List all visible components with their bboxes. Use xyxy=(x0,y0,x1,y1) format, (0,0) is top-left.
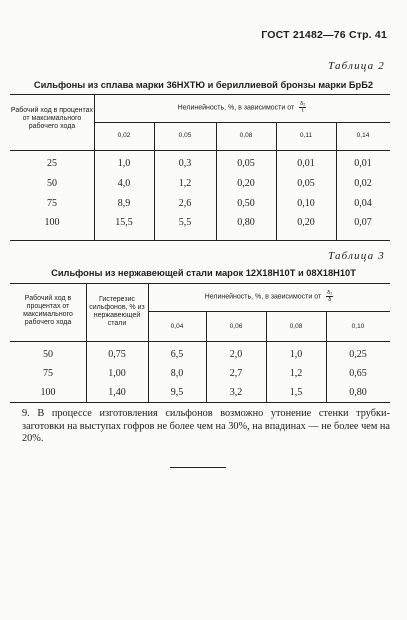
table2-number: Таблица 2 xyxy=(328,60,385,72)
table3-row xyxy=(10,349,390,363)
table-cell: 1,40 xyxy=(108,387,126,398)
table-cell: 1,2 xyxy=(289,368,303,379)
table2-subcol: 0,02 xyxy=(117,132,131,139)
table3-subcol: 0,10 xyxy=(351,323,365,330)
table-cell: 0,05 xyxy=(237,158,255,169)
table2-caption: Сильфоны из сплава марки 36НХТЮ и бериллиевой бронзы марки БрБ2 xyxy=(33,80,374,90)
table2-subcol: 0,08 xyxy=(239,132,253,139)
table-cell: 0,04 xyxy=(354,198,372,209)
table-cell: 1,2 xyxy=(178,178,192,189)
table-cell: 0,80 xyxy=(349,387,367,398)
table3-row xyxy=(10,368,390,382)
table3-row xyxy=(10,387,390,401)
table2-row xyxy=(10,198,390,212)
table-cell: 100 xyxy=(44,217,60,228)
table-cell: 1,0 xyxy=(117,158,131,169)
table3-subcol: 0,08 xyxy=(289,323,303,330)
table-cell: 1,5 xyxy=(289,387,303,398)
table-cell: 0,01 xyxy=(297,158,315,169)
table-cell: 0,75 xyxy=(108,349,126,360)
table-cell: 75 xyxy=(47,198,57,209)
table-cell: 8,0 xyxy=(170,368,184,379)
table-cell: 1,00 xyxy=(108,368,126,379)
table2-subcol: 0,11 xyxy=(299,132,313,139)
table-cell: 2,6 xyxy=(178,198,192,209)
table-cell: 0,50 xyxy=(237,198,255,209)
table-cell: 0,02 xyxy=(354,178,372,189)
table3-subcol: 0,04 xyxy=(170,323,184,330)
table3-number: Таблица 3 xyxy=(328,250,385,262)
table-cell: 8,9 xyxy=(117,198,131,209)
table3-col-hysteresis: Гистерезис сильфонов, % из нержавеющей стали xyxy=(89,296,145,327)
table-cell: 2,0 xyxy=(229,349,243,360)
table-cell: 75 xyxy=(43,368,53,379)
table-cell: 2,7 xyxy=(229,368,243,379)
page-header: ГОСТ 21482—76 Стр. 41 xyxy=(261,29,387,41)
table-cell: 15,5 xyxy=(115,217,133,228)
table2-col-work: Рабочий ход в процентах от максимального рабочего хода xyxy=(10,107,94,130)
table-cell: 0,01 xyxy=(354,158,372,169)
table-cell: 1,0 xyxy=(289,349,303,360)
table-cell: 0,20 xyxy=(237,178,255,189)
table-cell: 9,5 xyxy=(170,387,184,398)
ratio-fraction: $\frac{\text{δ₂}}{\delta}$ xyxy=(327,290,333,303)
ratio-fraction: $\frac{\text{δ₂}}{t}$ xyxy=(300,101,306,114)
table-cell: 100 xyxy=(40,387,56,398)
table-cell: 0,07 xyxy=(354,217,372,228)
table-cell: 6,5 xyxy=(170,349,184,360)
table3-col-work: Рабочий ход в процентах от максимального рабочего хода xyxy=(23,295,73,326)
table-cell: 50 xyxy=(43,349,53,360)
table3-col-nonlinearity xyxy=(148,290,390,303)
table2-row xyxy=(10,158,390,172)
table-cell: 50 xyxy=(47,178,57,189)
table3-subcol: 0,06 xyxy=(229,323,243,330)
table2-col-nonlinearity xyxy=(94,101,390,114)
table-cell: 0,20 xyxy=(297,217,315,228)
table-cell: 25 xyxy=(47,158,57,169)
table2-subcol: 0,05 xyxy=(178,132,192,139)
table-cell: 0,10 xyxy=(297,198,315,209)
table3-nonlin-label: Нелинейность, %, в зависимости от xyxy=(204,293,322,301)
table-cell: 4,0 xyxy=(117,178,131,189)
table-cell: 0,65 xyxy=(349,368,367,379)
table2-subcol: 0,14 xyxy=(356,132,370,139)
table2-row xyxy=(10,217,390,231)
table-cell: 5,5 xyxy=(178,217,192,228)
paragraph-9: 9. В процессе изготовления сильфонов возможно утонение стенки трубки-заготовки на выступах гофров не более чем на 30%, на впадинах — не более чем на 20%. xyxy=(22,408,390,444)
table2-nonlin-label: Нелинейность, %, в зависимости от xyxy=(177,104,295,112)
table3-caption: Сильфоны из нержавеющей стали марок 12Х18Н10Т и 08Х18Н10Т xyxy=(51,268,356,278)
table-cell: 0,25 xyxy=(349,349,367,360)
table-cell: 0,05 xyxy=(297,178,315,189)
table-cell: 3,2 xyxy=(229,387,243,398)
table-cell: 0,80 xyxy=(237,217,255,228)
table2-row xyxy=(10,178,390,192)
end-rule xyxy=(170,467,226,468)
table-cell: 0,3 xyxy=(178,158,192,169)
